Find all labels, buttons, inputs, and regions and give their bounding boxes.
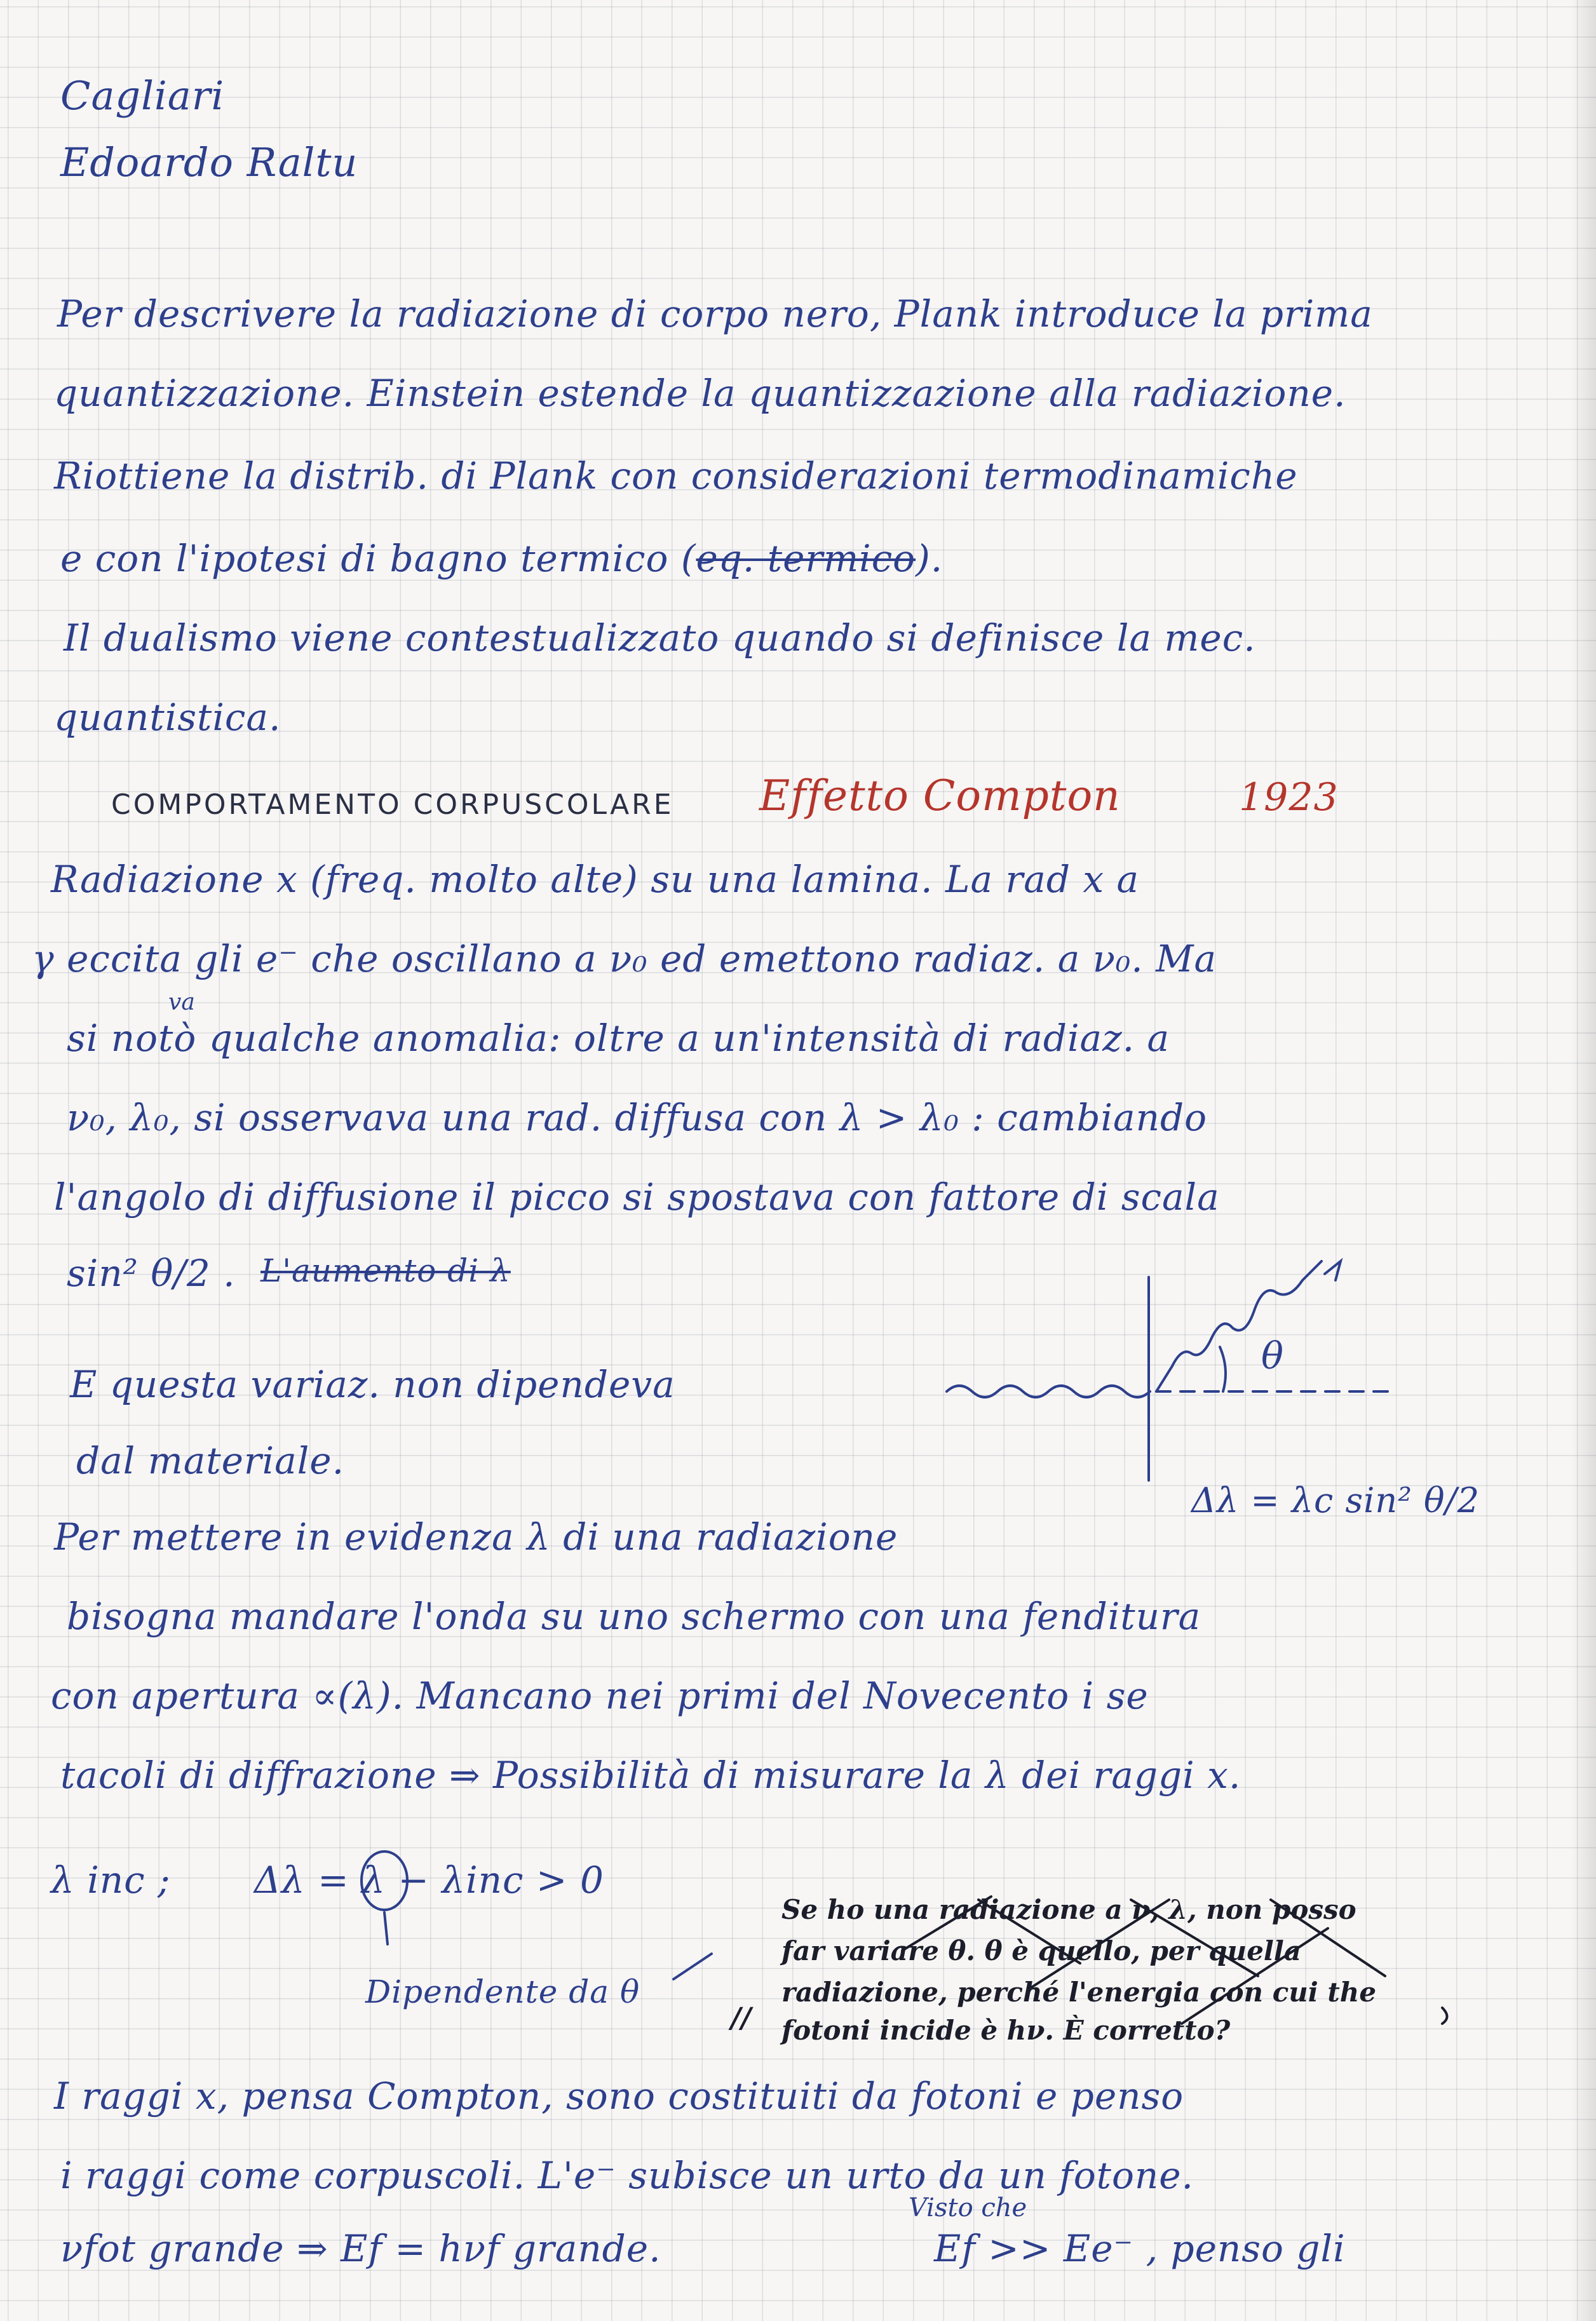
p1-line4-text: e con l'ipotesi di bagno termico ( — [60, 537, 696, 580]
note-mark: // — [731, 2002, 752, 2034]
p3-line3: con apertura ∝(λ). Mancano nei primi del Novecento i se — [51, 1674, 1149, 1717]
p1-line5: Il dualismo viene contestualizzato quando si definisce la mec. — [64, 616, 1256, 660]
note-line3: radiazione, perché l'energia con cui the — [781, 1977, 1377, 2008]
diagram-theta-label: θ — [1261, 1334, 1284, 1377]
p3-line4: tacoli di diffrazione ⇒ Possibilità di misurare la λ dei raggi x. — [60, 1754, 1241, 1797]
p1-line4-strike: eq. termico — [696, 537, 916, 580]
p2-line1: Radiazione x (freq. molto alte) su una lamina. La rad x a — [51, 858, 1140, 901]
p1-line4-end: ). — [916, 537, 943, 580]
p1-line2: quantizzazione. Einstein estende la quantizzazione alla radiazione. — [54, 372, 1346, 415]
p2-line7: E questa variaz. non dipendeva — [70, 1363, 675, 1406]
header-author: Edoardo Raltu — [60, 139, 358, 186]
section-label: COMPORTAMENTO CORPUSCOLARE — [111, 788, 674, 821]
page-edge-shadow — [1571, 0, 1596, 2321]
p4-line3b: Ef >> Ee⁻ , penso gli — [934, 2227, 1346, 2270]
note-line1: Se ho una radiazione a ν, λ, non posso — [781, 1894, 1356, 1925]
p3-line1: Per mettere in evidenza λ di una radiazione — [54, 1515, 898, 1559]
p2-line6-strike: L'aumento di λ — [260, 1252, 511, 1289]
equation-expression: Δλ = λ − λinc > 0 — [254, 1858, 604, 1902]
p2-line4: ν₀, λ₀, si osservava una rad. diffusa con λ > λ₀ : cambiando — [67, 1096, 1207, 1139]
note-line4: fotoni incide è hν. È corretto? — [781, 2015, 1231, 2046]
note-line2: far variare θ. θ è quello, per quella — [781, 1935, 1302, 1966]
section-title: Effetto Compton — [759, 771, 1121, 820]
section-year: 1923 — [1239, 775, 1339, 820]
p4-line1: I raggi x, pensa Compton, sono costituiti da fotoni e penso — [54, 2074, 1184, 2118]
p2-line8: dal materiale. — [76, 1439, 345, 1482]
p1-line1: Per descrivere la radiazione di corpo nero, Plank introduce la prima — [57, 292, 1373, 335]
p4-line3: νfot grande ⇒ Ef = hνf grande. — [60, 2227, 661, 2270]
p1-line3: Riottiene la distrib. di Plank con considerazioni termodinamiche — [54, 454, 1298, 497]
p2-line5: l'angolo di diffusione il picco si spostava con fattore di scala — [54, 1175, 1220, 1219]
p3-line2: bisogna mandare l'onda su uno schermo con una fenditura — [67, 1595, 1201, 1638]
p2-line2: γ eccita gli e⁻ che oscillano a ν₀ ed emettono radiaz. a ν₀. Ma — [32, 937, 1217, 980]
p2-line3-insert: va — [168, 989, 195, 1015]
p4-line3-insert: Visto che — [909, 2193, 1027, 2223]
p4-line2: i raggi come corpuscoli. L'e⁻ subisce un urto da un fotone. — [60, 2154, 1194, 2197]
equation-dependent: Dipendente da θ — [365, 1973, 640, 2010]
p1-line6: quantistica. — [54, 696, 281, 739]
p2-line6: sin² θ/2 . — [67, 1252, 236, 1295]
equation-lhs: λ inc ; — [51, 1858, 171, 1902]
header-city: Cagliari — [60, 72, 225, 119]
diagram-formula: Δλ = λc sin² θ/2 — [1191, 1480, 1480, 1520]
p2-line3: si notò qualche anomalia: oltre a un'intensità di radiaz. a — [67, 1017, 1170, 1060]
